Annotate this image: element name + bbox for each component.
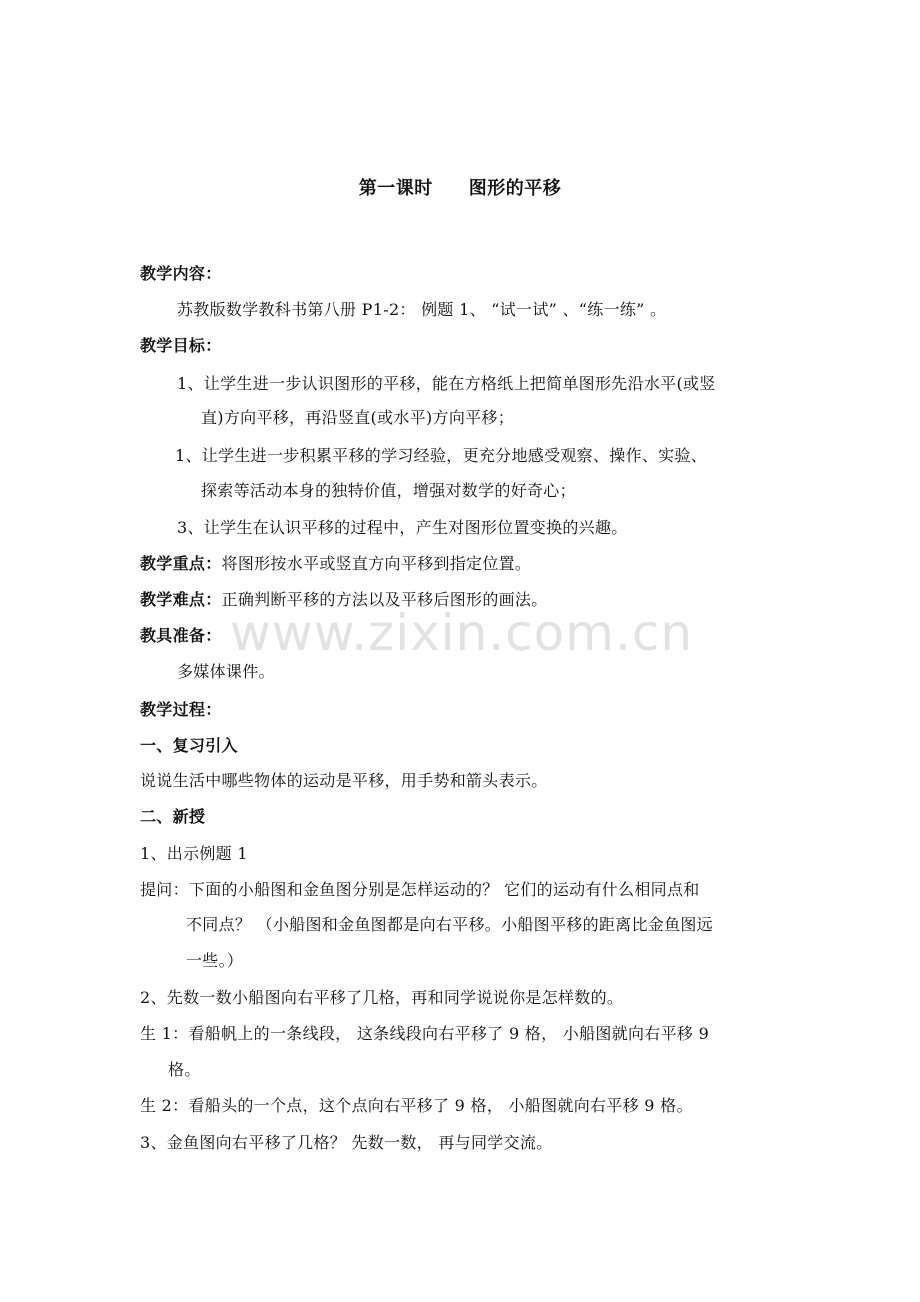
step-2: 2、先数一数小船图向右平移了几格，再和同学说说你是怎样数的。 bbox=[140, 988, 624, 1007]
question-line-2: 不同点？ （小船图和金鱼图都是向右平移。小船图平移的距离比金鱼图远 bbox=[186, 915, 713, 934]
key-point-text: 将图形按水平或竖直方向平移到指定位置。 bbox=[221, 554, 532, 573]
question-line-1: 提问：下面的小船图和金鱼图分别是怎样运动的？ 它们的运动有什么相同点和 bbox=[140, 880, 700, 899]
goal-1-line-1: 1、让学生进一步认识图形的平移，能在方格纸上把简单图形先沿水平(或竖 bbox=[177, 374, 716, 393]
section-1-text: 说说生活中哪些物体的运动是平移，用手势和箭头表示。 bbox=[140, 771, 548, 790]
goal-2-line-2: 探索等活动本身的独特价值，增强对数学的好奇心； bbox=[201, 481, 576, 500]
content-text: 苏教版数学教科书第八册 P1-2： 例题 1、 “试一试” 、“练一练” 。 bbox=[177, 300, 667, 319]
student-2: 生 2：看船头的一个点，这个点向右平移了 9 格， 小船图就向右平移 9 格。 bbox=[140, 1096, 693, 1115]
difficulty-text: 正确判断平移的方法以及平移后图形的画法。 bbox=[221, 590, 548, 609]
lesson-topic: 图形的平移 bbox=[468, 178, 562, 199]
step-1: 1、出示例题 1 bbox=[140, 844, 248, 863]
student-1-line-1: 生 1：看船帆上的一条线段， 这条线段向右平移了 9 格， 小船图就向右平移 9 bbox=[140, 1024, 710, 1043]
student-1-line-2: 格。 bbox=[168, 1060, 201, 1079]
key-point-label: 教学重点： bbox=[140, 554, 222, 573]
section-2-heading: 二、新授 bbox=[140, 807, 206, 826]
process-heading: 教学过程： bbox=[140, 700, 222, 719]
section-1-heading: 一、复习引入 bbox=[140, 736, 238, 755]
goal-1-line-2: 直)方向平移，再沿竖直(或水平)方向平移； bbox=[201, 408, 515, 427]
step-3: 3、金鱼图向右平移了几格？ 先数一数， 再与同学交流。 bbox=[140, 1133, 553, 1152]
difficulty-label: 教学难点： bbox=[140, 590, 222, 609]
goals-heading: 教学目标： bbox=[140, 336, 222, 355]
question-line-3: 一些。） bbox=[186, 951, 244, 970]
key-point bbox=[140, 554, 531, 574]
page-title bbox=[0, 174, 920, 200]
lesson-number: 第一课时 bbox=[358, 178, 433, 199]
goal-2-line-1: 1、让学生进一步积累平移的学习经验，更充分地感受观察、操作、实验、 bbox=[175, 446, 708, 465]
content-heading: 教学内容： bbox=[140, 264, 222, 283]
tools-heading: 教具准备： bbox=[140, 626, 222, 645]
goal-3: 3、让学生在认识平移的过程中，产生对图形位置变换的兴趣。 bbox=[177, 518, 628, 537]
tools-text: 多媒体课件。 bbox=[177, 662, 275, 681]
watermark: www.zixin.com.cn bbox=[230, 604, 694, 662]
